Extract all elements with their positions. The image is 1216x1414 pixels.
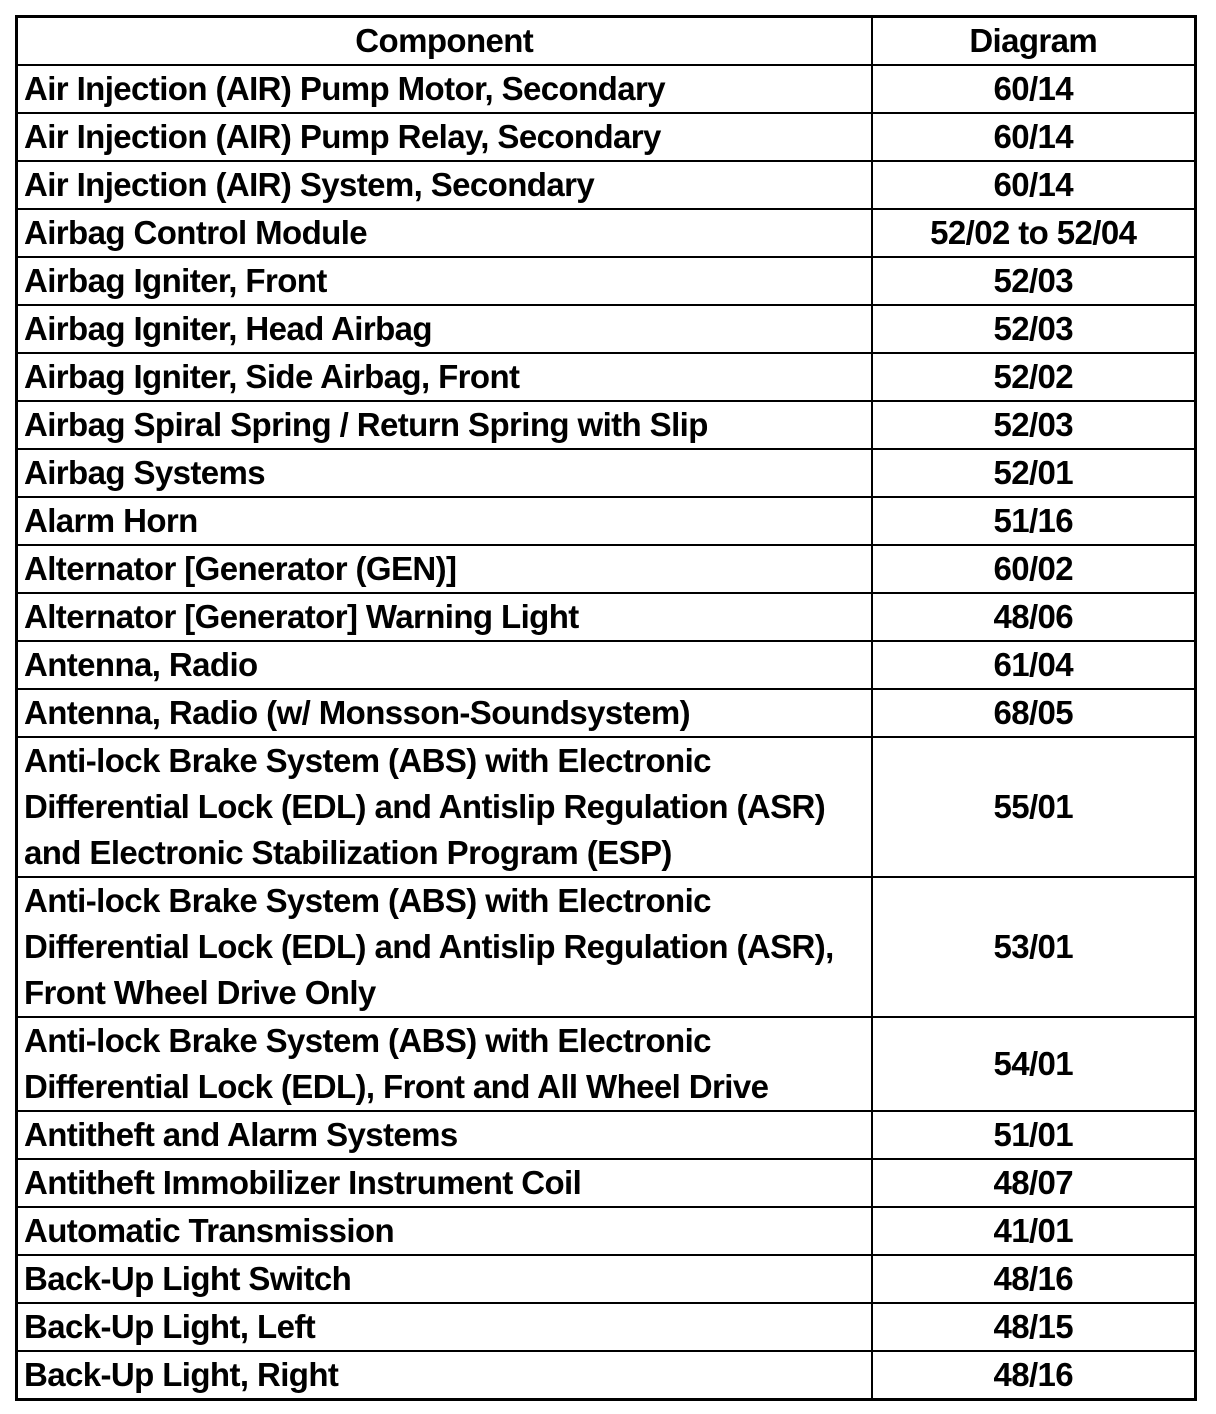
diagram-cell: 55/01 [872,737,1196,877]
component-cell: Airbag Systems [17,449,872,497]
table-row [17,593,1196,641]
component-cell: Back-Up Light, Right [17,1351,872,1400]
table-row [17,65,1196,113]
diagram-cell: 53/01 [872,877,1196,1017]
diagram-cell: 52/03 [872,401,1196,449]
table-row [17,877,1196,1017]
table-row [17,1351,1196,1400]
diagram-cell: 52/02 to 52/04 [872,209,1196,257]
component-cell: Antenna, Radio [17,641,872,689]
table-row [17,1017,1196,1111]
table-row [17,257,1196,305]
table-row [17,449,1196,497]
header-row [17,17,1196,66]
table-row [17,737,1196,877]
component-cell: Antitheft Immobilizer Instrument Coil [17,1159,872,1207]
diagram-cell: 48/06 [872,593,1196,641]
table-row [17,161,1196,209]
table-row [17,1159,1196,1207]
table-row [17,113,1196,161]
component-column-header: Component [17,17,872,66]
diagram-cell: 52/02 [872,353,1196,401]
table-row [17,305,1196,353]
diagram-cell: 48/15 [872,1303,1196,1351]
component-cell: Airbag Spiral Spring / Return Spring with Slip [17,401,872,449]
table-row [17,1303,1196,1351]
component-table [15,15,1197,1401]
table-row [17,401,1196,449]
diagram-cell: 60/14 [872,65,1196,113]
diagram-cell: 54/01 [872,1017,1196,1111]
diagram-cell: 52/03 [872,305,1196,353]
component-cell: Antenna, Radio (w/ Monsson-Soundsystem) [17,689,872,737]
table-row [17,209,1196,257]
diagram-cell: 41/01 [872,1207,1196,1255]
component-cell: Automatic Transmission [17,1207,872,1255]
diagram-cell: 48/07 [872,1159,1196,1207]
diagram-cell: 60/14 [872,161,1196,209]
component-cell: Antitheft and Alarm Systems [17,1111,872,1159]
diagram-column-header: Diagram [872,17,1196,66]
table-row [17,1207,1196,1255]
diagram-cell: 52/01 [872,449,1196,497]
component-cell: Anti-lock Brake System (ABS) with Electronic Differential Lock (EDL) and Antislip Regulation (ASR) and Electronic Stabilization Program (ESP) [17,737,872,877]
table-row [17,353,1196,401]
table-row [17,641,1196,689]
diagram-cell: 60/02 [872,545,1196,593]
diagram-cell: 48/16 [872,1255,1196,1303]
diagram-cell: 51/16 [872,497,1196,545]
component-cell: Airbag Igniter, Front [17,257,872,305]
diagram-cell: 52/03 [872,257,1196,305]
component-cell: Airbag Control Module [17,209,872,257]
table-row [17,1111,1196,1159]
table-row [17,545,1196,593]
diagram-cell: 51/01 [872,1111,1196,1159]
component-cell: Alternator [Generator] Warning Light [17,593,872,641]
diagram-cell: 60/14 [872,113,1196,161]
component-cell: Airbag Igniter, Head Airbag [17,305,872,353]
diagram-cell: 68/05 [872,689,1196,737]
component-cell: Back-Up Light Switch [17,1255,872,1303]
component-cell: Alarm Horn [17,497,872,545]
component-cell: Air Injection (AIR) System, Secondary [17,161,872,209]
component-diagram-index [15,15,1194,1401]
component-cell: Anti-lock Brake System (ABS) with Electronic Differential Lock (EDL), Front and All Wheel Drive [17,1017,872,1111]
diagram-cell: 48/16 [872,1351,1196,1400]
component-cell: Alternator [Generator (GEN)] [17,545,872,593]
table-row [17,689,1196,737]
component-cell: Back-Up Light, Left [17,1303,872,1351]
table-row [17,497,1196,545]
diagram-cell: 61/04 [872,641,1196,689]
component-cell: Anti-lock Brake System (ABS) with Electronic Differential Lock (EDL) and Antislip Regulation (ASR), Front Wheel Drive Only [17,877,872,1017]
component-cell: Airbag Igniter, Side Airbag, Front [17,353,872,401]
component-cell: Air Injection (AIR) Pump Relay, Secondary [17,113,872,161]
table-row [17,1255,1196,1303]
component-cell: Air Injection (AIR) Pump Motor, Secondary [17,65,872,113]
